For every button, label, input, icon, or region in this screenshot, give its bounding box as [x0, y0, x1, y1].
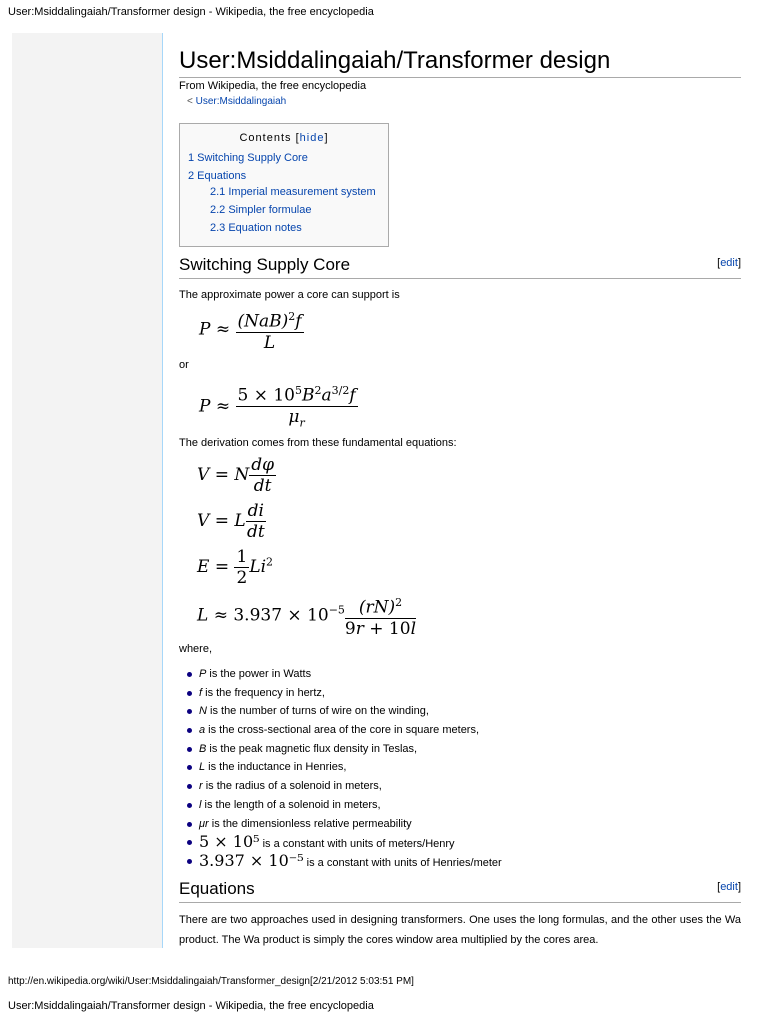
list-item [179, 740, 739, 759]
page-title: User:Msiddalingaiah/Transformer design [179, 47, 741, 78]
bullet-icon [187, 728, 192, 733]
back-arrow-icon: < [187, 96, 193, 107]
back-link-row [187, 96, 286, 107]
bullet-icon [187, 747, 192, 752]
toc-hide-link[interactable]: hide [299, 132, 325, 144]
print-header-title: User:Msiddalingaiah/Transformer design - Wikipedia, the free encyclopedia [8, 6, 374, 18]
definition-symbol: a [199, 724, 206, 737]
site-sub: From Wikipedia, the free encyclopedia [179, 80, 367, 92]
list-item [179, 702, 739, 721]
definition-symbol: r [199, 780, 203, 793]
section-title-switching: Switching Supply Core [179, 255, 351, 274]
edit-button-equations[interactable]: edit [720, 881, 738, 893]
list-item [179, 777, 739, 796]
where-text: where, [179, 643, 213, 655]
table-of-contents [179, 123, 389, 247]
definition-symbol: P [199, 668, 207, 680]
content-frame [162, 33, 757, 948]
definition-text: is a constant with units of meters/Henry [259, 838, 455, 851]
definition-symbol: f [199, 686, 203, 699]
edit-open-switching: [ [717, 257, 721, 269]
equation-power-1: P ≈ $\frac{(NaB)^2f}{L}$ [199, 307, 304, 353]
section-heading-switching [179, 254, 741, 279]
definition-symbol: B [199, 742, 207, 755]
toc-title: Contents [239, 132, 292, 144]
definition-text: is a constant with units of Henries/meter [303, 856, 502, 869]
edit-button-switching[interactable]: edit [720, 257, 738, 269]
equation-power-2: P ≈ $\frac{5 \times 10^5B^2a^{3/2}f}{\mu_r}$ [199, 381, 358, 433]
section-title-equations: Equations [179, 879, 255, 898]
toc-item-simpler[interactable]: 2.2 Simpler formulae [210, 204, 312, 216]
sidebar [12, 33, 162, 948]
definition-text: is the inductance in Henries, [205, 761, 347, 774]
bullet-icon [187, 803, 192, 808]
definition-symbol: 3.937 × 10⁻⁵ [199, 850, 304, 870]
toc-title-row [180, 132, 388, 144]
print-footer-url: http://en.wikipedia.org/wiki/User:Msiddalingaiah/Transformer_design[2/21/2012 5:03:51 PM] [8, 976, 414, 987]
toc-item-switching-supply-core[interactable]: 1 Switching Supply Core [188, 152, 308, 164]
list-item [179, 758, 739, 777]
edit-close-equations: ] [737, 881, 741, 893]
print-footer-title: User:Msiddalingaiah/Transformer design - Wikipedia, the free encyclopedia [8, 1000, 374, 1012]
bullet-icon [187, 672, 192, 677]
bullet-icon [187, 840, 192, 845]
equation-energy: E = $\frac{1}{2}$ Li$^2$ [197, 547, 274, 588]
definition-text: is the frequency in hertz, [202, 686, 325, 699]
list-item [179, 684, 739, 703]
toc-item-equations[interactable]: 2 Equations [188, 170, 247, 182]
definition-text: is the number of turns of wire on the winding, [206, 705, 429, 718]
toc-item-notes[interactable]: 2.3 Equation notes [210, 222, 302, 234]
equation-inductance: $L \approx 3.937 \times 10^{-5}$ $\frac{(rN)^2}{9r + 10l}$ [197, 593, 416, 639]
definition-symbol: L [199, 761, 206, 774]
definitions-list [179, 665, 739, 871]
back-link[interactable]: User:Msiddalingaiah [195, 96, 287, 107]
edit-link-switching [717, 252, 741, 274]
definition-symbol: 5 × 10⁵ [199, 832, 260, 852]
definition-text: is the length of a solenoid in meters, [201, 798, 381, 811]
edit-open-equations: [ [717, 881, 721, 893]
derivation-text: The derivation comes from these fundamental equations: [179, 437, 457, 449]
or-text: or [179, 359, 189, 371]
list-item [179, 796, 739, 815]
equation-voltage-current: V = L $\frac{di}{dt}$ [197, 501, 265, 542]
bullet-icon [187, 765, 192, 770]
toc-hide-open: [ [295, 132, 300, 144]
definition-symbol: μr [199, 817, 209, 830]
intro-text: The approximate power a core can support is [179, 289, 400, 301]
list-item [179, 665, 739, 684]
definition-text: is the power in Watts [206, 668, 312, 680]
list-item [179, 852, 739, 871]
definition-symbol: l [199, 798, 202, 811]
list-item [179, 815, 739, 834]
bullet-icon [187, 784, 192, 789]
bullet-icon [187, 822, 192, 827]
edit-link-equations [717, 876, 741, 898]
definition-text: is the radius of a solenoid in meters, [202, 780, 382, 793]
definition-text: is the dimensionless relative permeability [208, 817, 412, 830]
bullet-icon [187, 709, 192, 714]
definition-text: is the peak magnetic flux density in Teslas, [206, 742, 418, 755]
section-heading-equations [179, 878, 741, 903]
equation-voltage-flux: V = N $\frac{d\varphi}{dt}$ [197, 455, 275, 496]
toc-hide-close: ] [324, 132, 329, 144]
definition-symbol: N [199, 705, 207, 718]
list-item [179, 721, 739, 740]
equations-paragraph: There are two approaches used in designing transformers. One uses the long formulas, and the other uses the Wa product. The Wa product is simply the cores window area multiplied by the cores area. [179, 914, 741, 946]
definition-text: is the cross-sectional area of the core in square meters, [205, 724, 480, 737]
list-item [179, 833, 739, 852]
toc-item-imperial[interactable]: 2.1 Imperial measurement system [210, 186, 376, 198]
edit-close-switching: ] [737, 257, 741, 269]
bullet-icon [187, 691, 192, 696]
bullet-icon [187, 859, 192, 864]
